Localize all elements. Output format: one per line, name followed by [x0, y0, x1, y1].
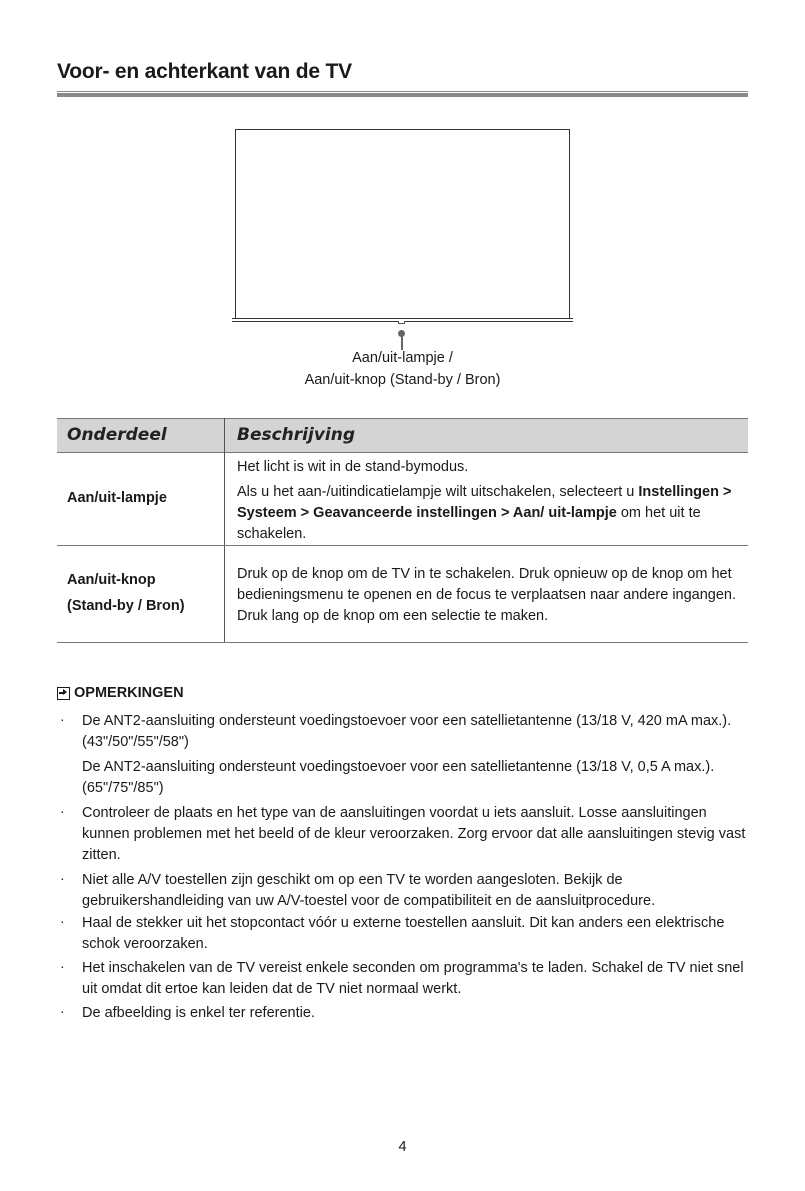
tv-screen-outline	[235, 129, 570, 319]
header-part: Onderdeel	[67, 425, 167, 445]
bullet-icon: ·	[60, 711, 65, 727]
part-description: Druk op de knop om de TV in te schakelen. Druk opnieuw op de knop om het bedieningsmenu te openen en de focus te verplaatsen naar andere ingangen. Druk lang op de knop om een selectie te maken.	[237, 566, 737, 624]
part-name: Aan/uit-lampje	[67, 490, 167, 506]
bullet-icon: ·	[60, 1003, 65, 1019]
table-header	[57, 418, 748, 453]
part-name-line2: (Stand-by / Bron)	[67, 598, 185, 614]
bullet-icon: ·	[60, 803, 65, 819]
note-item: Niet alle A/V toestellen zijn geschikt om op een TV te worden aangesloten. Bekijk de gebruikershandleiding van uw A/V-toestel voor de compatibiliteit en de aansluitprocedure.	[82, 872, 656, 909]
description-text: Als u het aan-/uitindicatielampje wilt uitschakelen, selecteert u	[237, 484, 639, 500]
page-title: Voor- en achterkant van de TV	[57, 60, 352, 83]
row-divider	[57, 545, 748, 546]
notes-heading	[57, 685, 184, 701]
figure-caption-line1: Aan/uit-lampje /	[352, 350, 453, 366]
note-item: Het inschakelen van de TV vereist enkele seconden om programma's te laden. Schakel de TV niet snel uit omdat dit ertoe kan leiden dat de TV niet normaal werkt.	[82, 960, 744, 997]
bullet-icon: ·	[60, 870, 65, 886]
part-description-line: Het licht is wit in de stand-bymodus.	[237, 459, 469, 475]
bullet-icon: ·	[60, 958, 65, 974]
menu-path: Instellingen > Systeem > Geavanceerde instellingen > Aan/ uit-lampje	[237, 484, 732, 521]
part-description	[237, 482, 737, 545]
part-name-line1: Aan/uit-knop	[67, 572, 156, 588]
title-divider-thick	[57, 93, 748, 97]
note-item: Haal de stekker uit het stopcontact vóór u externe toestellen aansluit. Dit kan anders een elektrische schok veroorzaken.	[82, 915, 725, 952]
notes-heading-text: OPMERKINGEN	[74, 685, 184, 701]
figure-caption-line2: Aan/uit-knop (Stand-by / Bron)	[304, 372, 501, 388]
power-indicator-icon	[398, 321, 405, 324]
page-number: 4	[398, 1139, 407, 1155]
description-text: om het uit te schakelen.	[237, 505, 701, 542]
callout-line	[401, 336, 403, 350]
bullet-icon: ·	[60, 913, 65, 929]
note-item: Controleer de plaats en het type van de aansluitingen voordat u iets aansluit. Losse aansluitingen kunnen problemen met het beeld of de kleur veroorzaken. Zorg ervoor dat alle aansluitingen stevig vast zitten.	[82, 805, 746, 863]
note-item: De ANT2-aansluiting ondersteunt voedingstoevoer voor een satellietantenne (13/18 V, 420 mA max.). (43"/50"/55"/58")	[82, 713, 732, 750]
row-divider	[57, 642, 748, 643]
note-item: De ANT2-aansluiting ondersteunt voedingstoevoer voor een satellietantenne (13/18 V, 0,5 A max.). (65"/75"/85")	[82, 759, 715, 796]
column-divider	[224, 418, 225, 642]
title-divider-thin	[57, 91, 748, 92]
header-description: Beschrijving	[237, 425, 356, 445]
note-arrow-icon	[57, 687, 70, 700]
note-item: De afbeelding is enkel ter referentie.	[82, 1005, 315, 1021]
